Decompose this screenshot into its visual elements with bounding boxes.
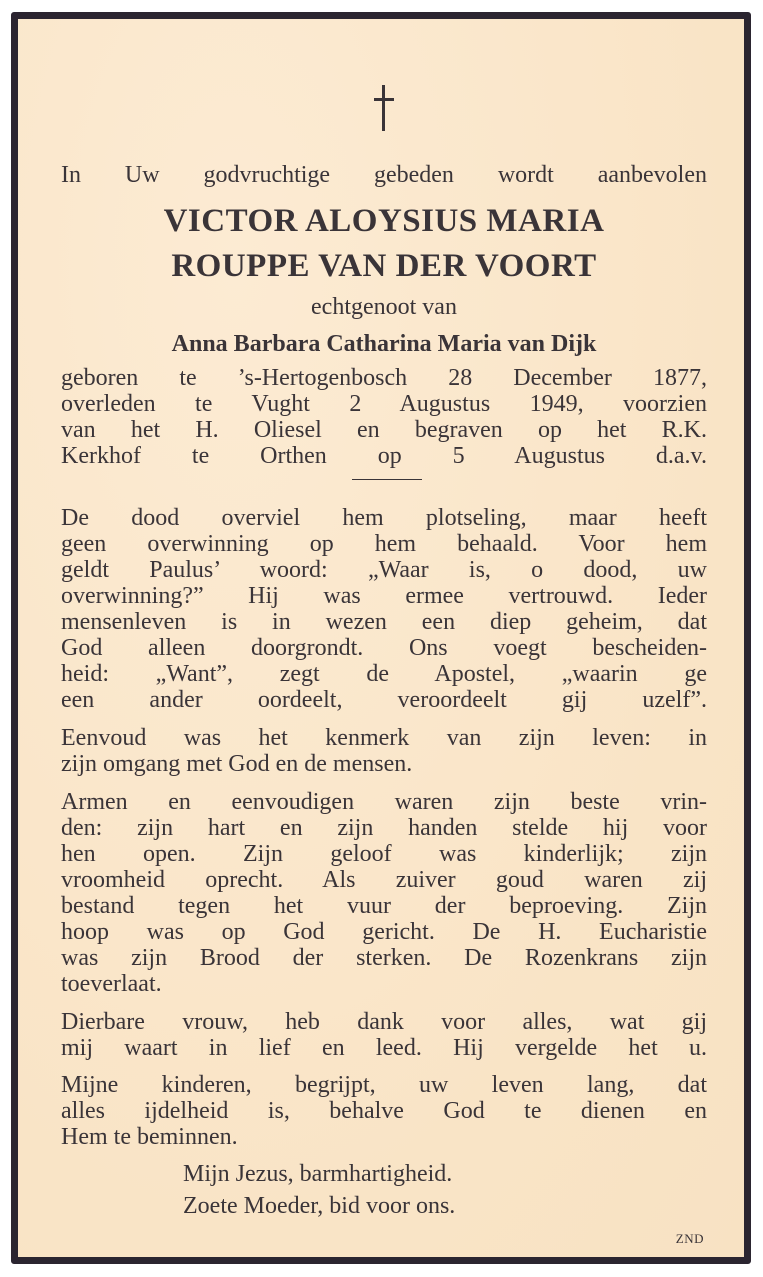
paragraph-line: Hem te beminnen. xyxy=(61,1124,238,1150)
cross-icon xyxy=(374,85,394,131)
relation-text: echtgenoot van xyxy=(311,294,457,320)
deceased-name-line-1: VICTOR ALOYSIUS MARIA xyxy=(163,203,605,239)
spouse-name: Anna Barbara Catharina Maria van Dijk xyxy=(171,331,597,357)
paragraph-line: overwinning?” Hij was ermee vertrouwd. Ieder xyxy=(61,583,707,609)
paragraph-line: God alleen doorgrondt. Ons voegt bescheiden- xyxy=(61,635,707,661)
paragraph-line: Mijne kinderen, begrijpt, uw leven lang, dat xyxy=(61,1072,707,1098)
biography-line: overleden te Vught 2 Augustus 1949, voorzien xyxy=(61,391,707,417)
paragraph-line: hen open. Zijn geloof was kinderlijk; zijn xyxy=(61,841,707,867)
paragraph-line: toeverlaat. xyxy=(61,971,162,997)
paragraph-line: Dierbare vrouw, heb dank voor alles, wat gij xyxy=(61,1009,707,1035)
intro-text: In Uw godvruchtige gebeden wordt aanbevolen xyxy=(61,162,707,188)
biography-line: geboren te ’s-Hertogenbosch 28 December 1877, xyxy=(61,365,707,391)
memorial-card xyxy=(11,12,751,1264)
paragraph-line: Armen en eenvoudigen waren zijn beste vrin- xyxy=(61,789,707,815)
deceased-name-line-2: ROUPPE VAN DER VOORT xyxy=(171,248,597,284)
paragraph-line: was zijn Brood der sterken. De Rozenkrans zijn xyxy=(61,945,707,971)
closing-prayer: Zoete Moeder, bid voor ons. xyxy=(183,1193,456,1219)
paragraph-line: zijn omgang met God en de mensen. xyxy=(61,751,413,777)
paragraph-line: den: zijn hart en zijn handen stelde hij voor xyxy=(61,815,707,841)
paragraph-line: geen overwinning op hem behaald. Voor hem xyxy=(61,531,707,557)
paragraph-line: vroomheid oprecht. Als zuiver goud waren zij xyxy=(61,867,707,893)
divider xyxy=(352,479,422,480)
paragraph-line: alles ijdelheid is, behalve God te dienen en xyxy=(61,1098,707,1124)
paragraph-line: Eenvoud was het kenmerk van zijn leven: in xyxy=(61,725,707,751)
paragraph-line: hoop was op God gericht. De H. Eucharistie xyxy=(61,919,707,945)
paragraph-line: mensenleven is in wezen een diep geheim, dat xyxy=(61,609,707,635)
biography-line: Kerkhof te Orthen op 5 Augustus d.a.v. xyxy=(61,443,707,469)
paragraph-line: heid: „Want”, zegt de Apostel, „waarin ge xyxy=(61,661,707,687)
closing-prayer: Mijn Jezus, barmhartigheid. xyxy=(183,1161,453,1187)
paragraph-line: De dood overviel hem plotseling, maar heeft xyxy=(61,505,707,531)
printer-mark: ZND xyxy=(675,1231,704,1246)
paragraph-line: geldt Paulus’ woord: „Waar is, o dood, uw xyxy=(61,557,707,583)
paragraph-line: bestand tegen het vuur der beproeving. Zijn xyxy=(61,893,707,919)
paragraph-line: een ander oordeelt, veroordeelt gij uzelf”. xyxy=(61,687,707,713)
biography-line: van het H. Oliesel en begraven op het R.K. xyxy=(61,417,707,443)
paragraph-line: mij waart in lief en leed. Hij vergelde het u. xyxy=(61,1035,707,1061)
